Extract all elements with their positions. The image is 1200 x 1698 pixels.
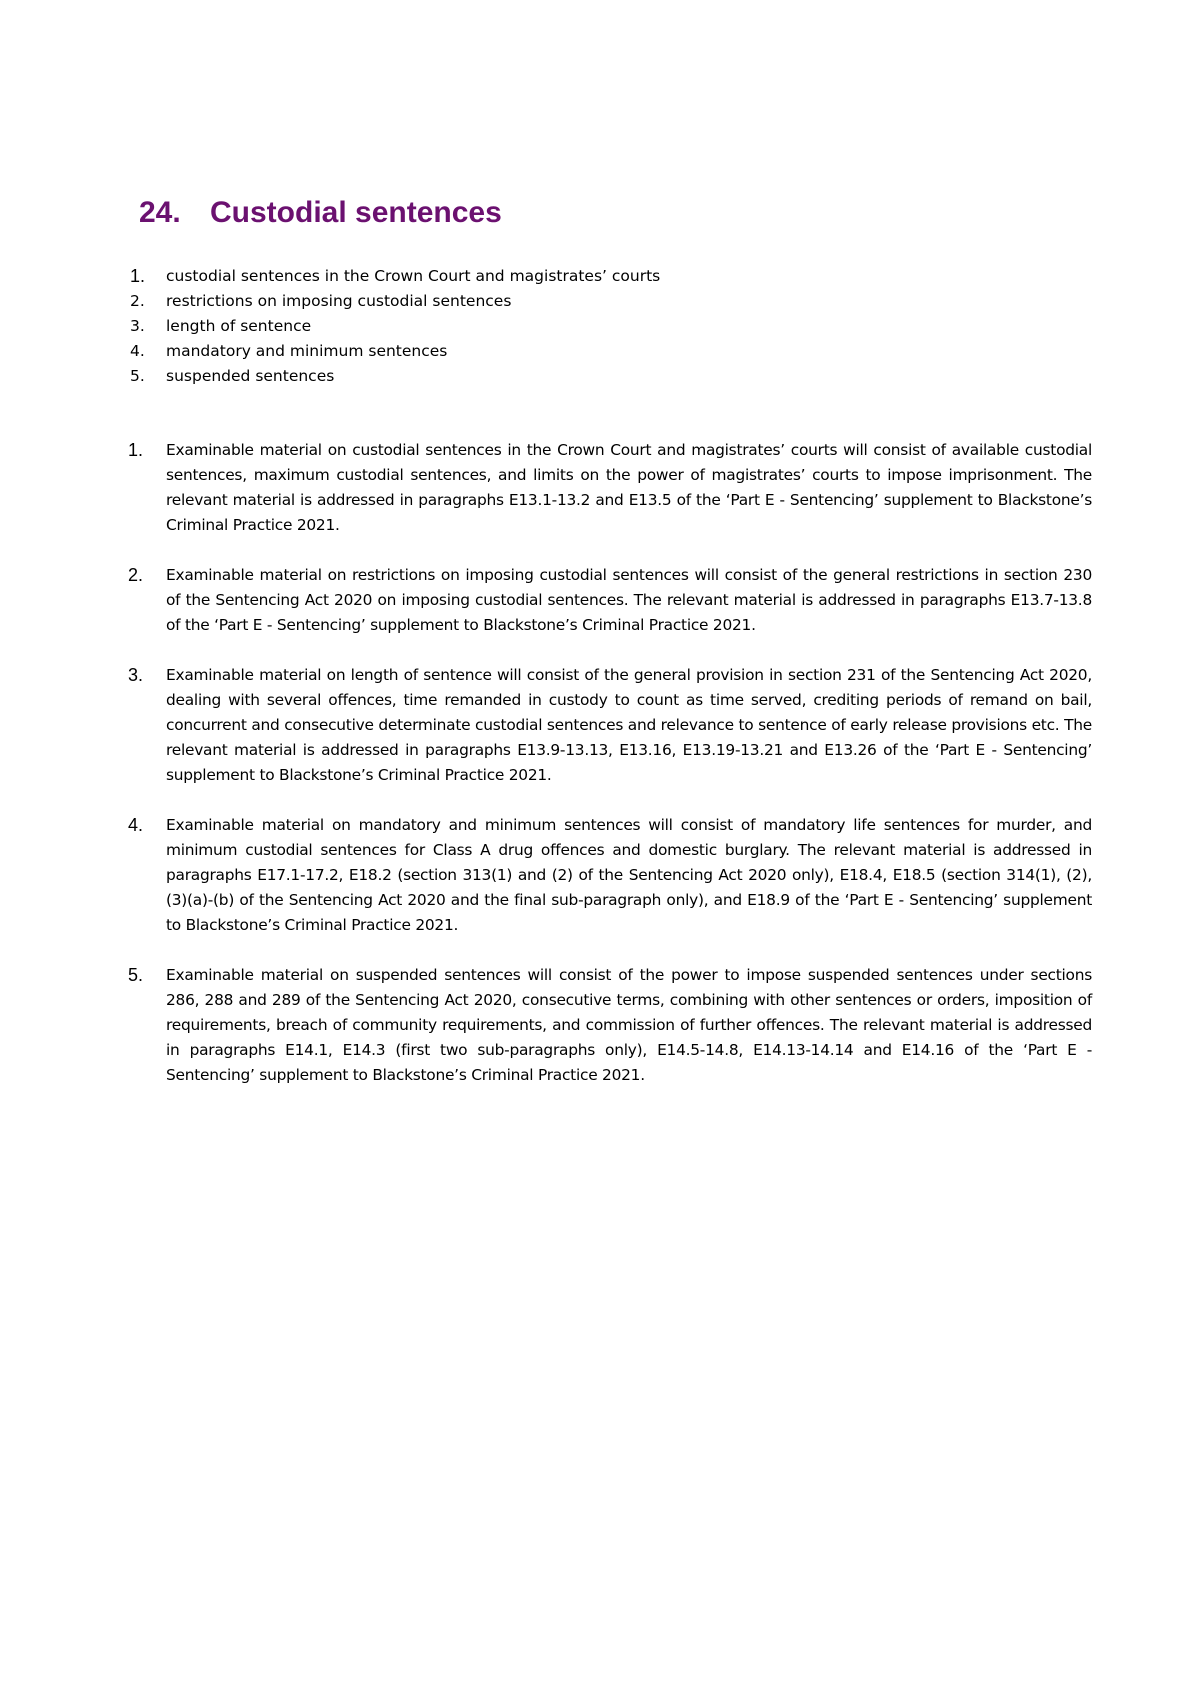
paragraph <box>128 438 1092 538</box>
contents-item <box>130 289 660 314</box>
paragraph-list <box>128 438 1092 1113</box>
paragraph-number: 5. <box>128 965 144 985</box>
contents-marker: 4. <box>130 342 145 360</box>
paragraph-text: Examinable material on length of sentence will consist of the general provision in section 231 of the Sentencing Act 2020, dealing with several offences, time remanded in custody to count as time served, crediting periods of remand on bail, concurrent and consecutive determinate custodial sentences and relevance to sentence of early release provisions etc. The relevant material is addressed in paragraphs E13.9-13.13, E13.16, E13.19-13.21 and E13.26 of the ‘Part E - Sentencing’ supplement to Blackstone’s Criminal Practice 2021. <box>166 666 1092 784</box>
contents-item <box>130 364 660 389</box>
paragraph-number: 3. <box>128 665 144 685</box>
contents-text: length of sentence <box>166 317 312 335</box>
paragraph-text: Examinable material on mandatory and minimum sentences will consist of mandatory life sentences for murder, and minimum custodial sentences for Class A drug offences and domestic burglary. The relevant material is addressed in paragraphs E17.1-17.2, E18.2 (section 313(1) and (2) of the Sentencing Act 2020 only), E18.4, E18.5 (section 314(1), (2), (3)(a)-(b) of the Sentencing Act 2020 and the final sub-paragraph only), and E18.9 of the ‘Part E - Sentencing’ supplement to Blackstone’s Criminal Practice 2021. <box>166 816 1092 934</box>
contents-marker: 3. <box>130 317 145 335</box>
contents-marker: 1. <box>130 266 146 286</box>
contents-text: mandatory and minimum sentences <box>166 342 448 360</box>
contents-text: custodial sentences in the Crown Court and magistrates’ courts <box>166 267 661 285</box>
contents-text: restrictions on imposing custodial sentences <box>166 292 512 310</box>
contents-item <box>130 264 660 289</box>
paragraph-number: 4. <box>128 815 144 835</box>
section-number: 24. <box>139 196 181 229</box>
paragraph-text: Examinable material on custodial sentences in the Crown Court and magistrates’ courts will consist of available custodial sentences, maximum custodial sentences, and limits on the power of magistrates’ courts to impose imprisonment. The relevant material is addressed in paragraphs E13.1-13.2 and E13.5 of the ‘Part E - Sentencing’ supplement to Blackstone’s Criminal Practice 2021. <box>166 441 1092 534</box>
paragraph-text: Examinable material on suspended sentences will consist of the power to impose suspended sentences under sections 286, 288 and 289 of the Sentencing Act 2020, consecutive terms, combining with other sentences or orders, imposition of requirements, breach of community requirements, and commission of further offences. The relevant material is addressed in paragraphs E14.1, E14.3 (first two sub-paragraphs only), E14.5-14.8, E14.13-14.14 and E14.16 of the ‘Part E - Sentencing’ supplement to Blackstone’s Criminal Practice 2021. <box>166 966 1092 1084</box>
paragraph-number: 2. <box>128 565 144 585</box>
paragraph <box>128 663 1092 788</box>
section-title: Custodial sentences <box>210 196 502 229</box>
contents-item <box>130 339 660 364</box>
paragraph-text: Examinable material on restrictions on imposing custodial sentences will consist of the general restrictions in section 230 of the Sentencing Act 2020 on imposing custodial sentences. The relevant material is addressed in paragraphs E13.7-13.8 of the ‘Part E - Sentencing’ supplement to Blackstone’s Criminal Practice 2021. <box>166 566 1092 634</box>
paragraph-number: 1. <box>128 440 144 460</box>
contents-text: suspended sentences <box>166 367 335 385</box>
paragraph <box>128 563 1092 638</box>
contents-marker: 5. <box>130 367 145 385</box>
contents-item <box>130 314 660 339</box>
paragraph <box>128 813 1092 938</box>
section-heading <box>139 195 502 231</box>
contents-marker: 2. <box>130 292 145 310</box>
contents-list <box>130 264 660 389</box>
paragraph <box>128 963 1092 1088</box>
